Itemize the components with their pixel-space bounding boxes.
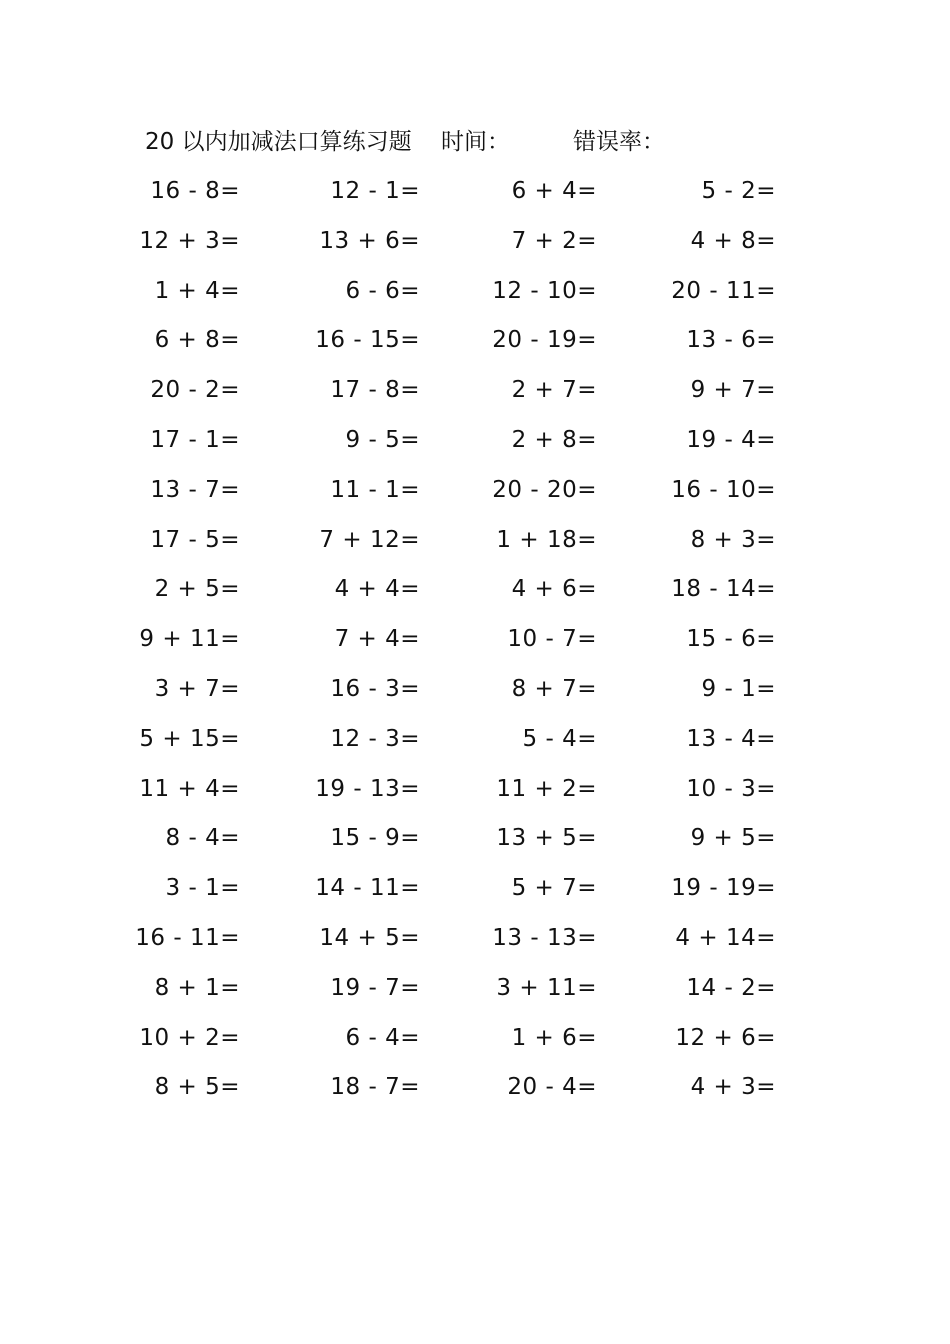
problem-item: 10 + 2= [139,1024,240,1051]
problem-item: 6 + 4= [511,178,597,204]
problem-item: 8 + 7= [511,675,597,702]
problem-item: 16 - 8= [150,178,240,204]
problem-row [0,271,950,321]
problem-item: 12 + 3= [139,227,240,254]
problem-item: 8 + 1= [154,974,240,1001]
problem-row [0,470,950,520]
problem-item: 2 + 5= [154,576,240,603]
problem-item: 20 - 20= [492,476,597,503]
problem-item: 16 - 11= [135,924,240,951]
problem-item: 5 - 2= [701,178,776,204]
problem-item: 7 + 12= [319,526,420,553]
problem-item: 8 + 5= [154,1074,240,1101]
problem-row [0,1067,950,1117]
problem-item: 7 + 2= [511,227,597,254]
problem-item: 14 - 2= [686,974,776,1001]
problem-row [0,818,950,868]
problem-item: 9 + 5= [690,825,776,852]
problem-row [0,520,950,570]
problem-item: 6 - 6= [345,277,420,304]
problem-row [0,320,950,370]
problem-item: 19 - 7= [330,974,420,1001]
problem-item: 18 - 7= [330,1074,420,1101]
problem-item: 12 - 1= [330,178,420,204]
problem-item: 17 - 8= [330,377,420,404]
problem-row [0,669,950,719]
problem-row [0,171,950,221]
worksheet-title: 20 以内加减法口算练习题 [145,129,412,155]
problem-item: 13 - 4= [686,725,776,752]
problem-item: 3 - 1= [165,875,240,902]
time-label: 时间： [441,129,510,155]
problem-item: 4 + 6= [511,576,597,603]
problem-item: 3 + 11= [496,974,597,1001]
problem-item: 2 + 7= [511,377,597,404]
problem-item: 11 + 2= [496,775,597,802]
problem-item: 19 - 13= [315,775,420,802]
problem-item: 19 - 19= [671,875,776,902]
problem-item: 13 + 5= [496,825,597,852]
problem-item: 19 - 4= [686,426,776,453]
problem-item: 20 - 11= [671,277,776,304]
problem-item: 13 - 7= [150,476,240,503]
problem-item: 9 - 5= [345,426,420,453]
problem-row [0,619,950,669]
problem-item: 3 + 7= [154,675,240,702]
problem-item: 13 + 6= [319,227,420,254]
problem-grid [0,171,950,1117]
problem-item: 6 + 8= [154,327,240,354]
problem-item: 4 + 3= [690,1074,776,1101]
problem-item: 17 - 1= [150,426,240,453]
problem-item: 7 + 4= [334,626,420,653]
problem-item: 1 + 4= [154,277,240,304]
problem-row [0,769,950,819]
problem-item: 8 + 3= [690,526,776,553]
problem-item: 20 - 2= [150,377,240,404]
problem-row [0,868,950,918]
problem-item: 4 + 14= [675,924,776,951]
problem-item: 12 + 6= [675,1024,776,1051]
problem-row [0,420,950,470]
problem-item: 12 - 3= [330,725,420,752]
problem-item: 9 + 11= [139,626,240,653]
problem-item: 5 + 7= [511,875,597,902]
problem-row [0,968,950,1018]
problem-item: 10 - 7= [507,626,597,653]
problem-item: 13 - 13= [492,924,597,951]
problem-item: 16 - 10= [671,476,776,503]
problem-item: 14 + 5= [319,924,420,951]
problem-row [0,569,950,619]
worksheet-header [145,124,845,160]
problem-item: 15 - 9= [330,825,420,852]
problem-item: 6 - 4= [345,1024,420,1051]
error-rate-label: 错误率： [573,129,665,155]
problem-item: 13 - 6= [686,327,776,354]
problem-item: 10 - 3= [686,775,776,802]
problem-item: 18 - 14= [671,576,776,603]
problem-item: 16 - 15= [315,327,420,354]
problem-item: 1 + 18= [496,526,597,553]
problem-item: 17 - 5= [150,526,240,553]
problem-item: 15 - 6= [686,626,776,653]
problem-item: 12 - 10= [492,277,597,304]
problem-item: 20 - 4= [507,1074,597,1101]
problem-row [0,719,950,769]
problem-item: 2 + 8= [511,426,597,453]
problem-item: 9 + 7= [690,377,776,404]
problem-item: 1 + 6= [511,1024,597,1051]
problem-row [0,918,950,968]
problem-item: 20 - 19= [492,327,597,354]
problem-item: 11 + 4= [139,775,240,802]
problem-row [0,221,950,271]
problem-row [0,370,950,420]
problem-row [0,1018,950,1068]
problem-item: 11 - 1= [330,476,420,503]
problem-item: 5 - 4= [522,725,597,752]
problem-item: 5 + 15= [139,725,240,752]
problem-item: 14 - 11= [315,875,420,902]
problem-item: 9 - 1= [701,675,776,702]
problem-item: 8 - 4= [165,825,240,852]
problem-item: 4 + 8= [690,227,776,254]
problem-item: 4 + 4= [334,576,420,603]
problem-item: 16 - 3= [330,675,420,702]
